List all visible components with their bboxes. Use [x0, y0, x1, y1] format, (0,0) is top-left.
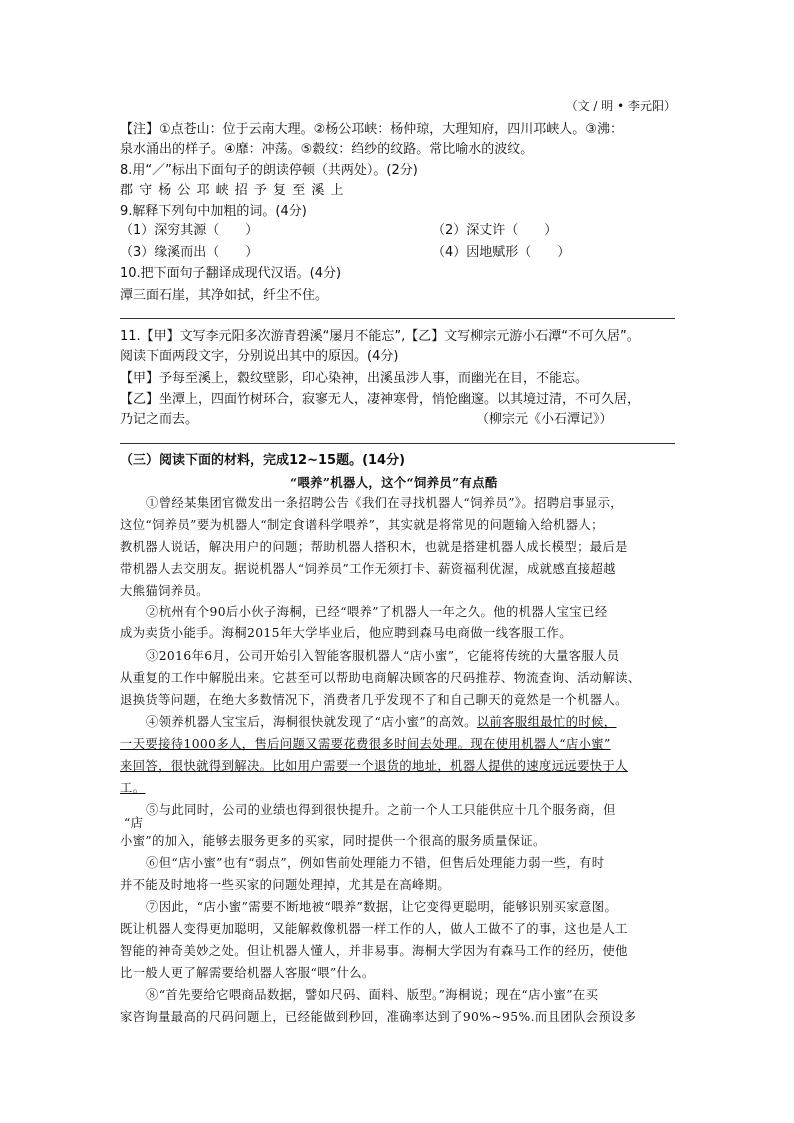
source-line: （文 / 明 • 李元阳） [565, 99, 676, 113]
p4-line-1 [146, 713, 616, 731]
p4-plain: ④领养机器人宝宝后，海桐很快就发现了“店小蜜”的高效。 [146, 715, 477, 729]
passage-yi-line-1: 【乙】坐潭上，四面竹树环合，寂寥无人，凄神寒骨，悄怆幽邃。以其境过清，不可久居， [120, 392, 641, 407]
q9-item-4: （4）因地赋形（ ） [432, 245, 571, 260]
p7-line-2: 既让机器人变得更加聪明，又能解救像机器一样工作的人，做人工做不了的事，这也是人工 [120, 922, 628, 936]
passage-yi-source: （柳宗元《小石潭记》） [476, 412, 613, 427]
question-11-line-1: 11.【甲】文写李元阳多次游青碧溪“屡月不能忘”,【乙】文写柳宗元游小石潭“不可久居”。 [120, 329, 640, 344]
p6-line-1: ⑥但“店小蜜”也有“弱点”，例如售前处理能力不错，但售后处理能力弱一些，有时 [146, 856, 605, 870]
section-3-heading: （三）阅读下面的材料，完成12~15题。(14分) [120, 453, 406, 468]
question-10-sentence: 潭三面石崖，其净如拭，纤尘不住。 [120, 288, 329, 303]
p5-line-3: 小蜜”的加入，能够去服务更多的买家，同时提供一个很高的服务质量保证。 [120, 834, 546, 848]
p5-line-1: ⑤与此同时，公司的业绩也得到很快提升。之前一个人工只能供应十几个服务商，但 [146, 803, 616, 817]
p2-line-1: ②杭州有个90后小伙子海桐，已经“喂养”了机器人一年之久。他的机器人宝宝已经 [146, 605, 608, 619]
p7-line-1: ⑦因此，“店小蜜”需要不断地被“喂养”数据，让它变得更聪明，能够识别买家意图。 [146, 900, 618, 914]
divider-top [120, 318, 675, 319]
p4-underlined-start: 以前客服组最忙的时候， [476, 715, 617, 729]
article-title: “喂养”机器人，这个“饲养员”有点酷 [290, 475, 498, 490]
q9-item-3: （3）缘溪而出（ ） [120, 245, 259, 260]
divider-bottom [120, 443, 675, 444]
p1-line-5: 大熊猫饲养员。 [120, 584, 209, 598]
p2-line-2: 成为卖货小能手。海桐2015年大学毕业后，他应聘到森马电商做一线客服工作。 [120, 626, 572, 640]
q9-item-1: （1）深穷其源（ ） [120, 223, 259, 238]
p8-line-1: ⑧“首先要给它喂商品数据，譬如尺码、面料、版型。”海桐说；现在“店小蜜”在买 [146, 988, 599, 1002]
p5-line-2: “店 [124, 816, 144, 830]
p7-line-4: 比一般人更了解需要给机器人客服“喂”什么。 [120, 966, 375, 980]
p3-line-3: 退换货等问题，在绝大多数情况下，消费者几乎发现不了和自己聊天的竟然是一个机器人。 [120, 693, 628, 707]
p7-line-3: 智能的神奇美妙之处。但让机器人懂人，并非易事。海桐大学因为有森马工作的经历，使他 [120, 944, 628, 958]
passage-jia: 【甲】予每至溪上，縠纹壁影，印心染神，出溪虽涉人事，而幽光在目，不能忘。 [120, 371, 589, 386]
notes-line-2: 泉水涌出的样子。④靡：冲荡。⑤縠纹：绉纱的纹路。常比喻水的波纹。 [120, 142, 534, 157]
q9-item-2: （2）深丈许（ ） [432, 223, 558, 238]
p1-line-2: 这位“饲养员”要为机器人“制定食谱科学喂养”，其实就是将常见的问题输入给机器人； [120, 518, 604, 532]
p6-line-2: 并不能及时地将一些买家的问题处理掉，尤其是在高峰期。 [120, 878, 451, 892]
p1-line-1: ①曾经某集团官微发出一条招聘公告《我们在寻找机器人“饲养员”》。招聘启事显示， [146, 496, 624, 510]
passage-yi-line-2: 乃记之而去。 [120, 412, 199, 427]
question-9: 9.解释下列句中加粗的词。(4分) [120, 204, 307, 219]
question-8-sentence: 郡 守 杨 公 邛 峡 招 予 复 至 溪 上 [120, 183, 345, 198]
p1-line-3: 教机器人说话，解决用户的问题；帮助机器人搭积木，也就是搭建机器人成长模型；最后是 [120, 540, 628, 554]
notes-line-1: 【注】①点苍山：位于云南大理。②杨公邛峡：杨仲琼，大理知府，四川邛峡人。③沸： [120, 122, 623, 137]
p3-line-2: 从重复的工作中解脱出来。它甚至可以帮助电商解决顾客的尺码推荐、物流查询、活动解读、 [120, 671, 641, 685]
p8-line-2: 家咨询量最高的尺码问题上，已经能做到秒回，准确率达到了90%~95%.而且团队会预设多 [120, 1010, 637, 1024]
p4-line-4: 工。 [120, 781, 146, 795]
question-8: 8.用“／”标出下面句子的朗读停顿（共两处）。(2分) [120, 163, 418, 178]
p4-line-3: 来回答，很快就得到解决。比如用户需要一个退货的地址，机器人提供的速度远远要快于人 [120, 759, 628, 773]
p4-line-2: 一天要接待1000多人，售后问题又需要花费很多时间去处理。现在使用机器人“店小蜜” [120, 737, 611, 751]
p3-line-1: ③2016年6月，公司开始引入智能客服机器人“店小蜜”，它能将传统的大量客服人员 [146, 649, 620, 663]
p1-line-4: 带机器人去交朋友。据说机器人“饲养员”工作无须打卡、薪资福利优渥，成就感直接超越 [120, 562, 616, 576]
question-11-line-2: 阅读下面两段文字，分别说出其中的原因。(4分) [120, 349, 399, 364]
question-10: 10.把下面句子翻译成现代汉语。(4分) [120, 266, 342, 281]
